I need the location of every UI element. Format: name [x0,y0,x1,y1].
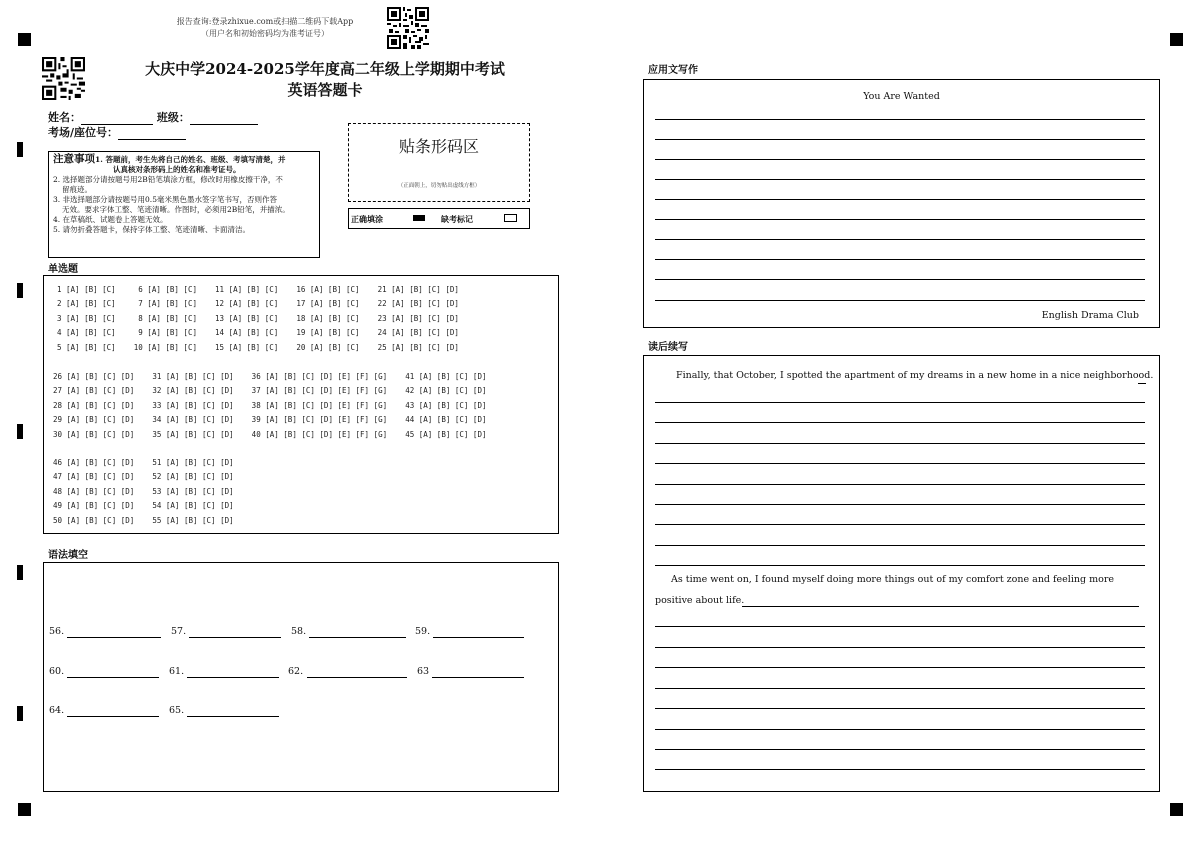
mc-row[interactable]: 29 [A] [B] [C] [D] 34 [A] [B] [C] [D] 39 [A] [B] [C] [D] [E] [F] [G] 44 [A] [B] [C] [D] [53,415,487,424]
mc-row[interactable]: 30 [A] [B] [C] [D] 35 [A] [B] [C] [D] 40 [A] [B] [C] [D] [E] [F] [G] 45 [A] [B] [C] [D] [53,430,487,439]
card-title: 英语答题卡 [287,81,363,99]
writing-line[interactable] [655,647,1145,648]
barcode-area[interactable] [348,123,530,202]
registration-mark [1170,33,1183,46]
notice-item-3b: 无效。要求字体工整、笔迹清晰。作图时，必须用2B铅笔，并描浓。 [62,205,290,214]
notice-item-3: 3. 非选择题部分请按题号用0.5毫米黑色墨水签字笔书写，否则作答 [53,195,277,204]
writing-line[interactable] [655,402,1145,403]
mc-row[interactable]: 1 [A] [B] [C] 6 [A] [B] [C] 11 [A] [B] [C] 16 [A] [B] [C] 21 [A] [B] [C] [D] [57,285,459,294]
writing-line[interactable] [655,159,1145,160]
mc-label: 单选题 [48,264,78,275]
writing-line[interactable] [655,463,1145,464]
mc-row[interactable]: 26 [A] [B] [C] [D] 31 [A] [B] [C] [D] 36 [A] [B] [C] [D] [E] [F] [G] 41 [A] [B] [C] [D] [53,372,487,381]
blank-line[interactable] [309,637,406,638]
writing-line[interactable] [655,504,1145,505]
blank-number: 63 [417,666,430,677]
mc-row[interactable]: 49 [A] [B] [C] [D] 54 [A] [B] [C] [D] [53,501,234,510]
mc-row[interactable]: 27 [A] [B] [C] [D] 32 [A] [B] [C] [D] 37 [A] [B] [C] [D] [E] [F] [G] 42 [A] [B] [C] [D] [53,386,487,395]
timing-mark [17,706,23,721]
mc-row[interactable]: 47 [A] [B] [C] [D] 52 [A] [B] [C] [D] [53,472,234,481]
mc-row[interactable]: 48 [A] [B] [C] [D] 53 [A] [B] [C] [D] [53,487,234,496]
name-field [48,109,258,125]
writing-line[interactable] [655,139,1145,140]
blank-number: 64. [49,705,65,716]
mc-box [43,275,559,534]
writing-line[interactable] [655,422,1145,423]
blank-line[interactable] [67,637,161,638]
writing-line[interactable] [1138,383,1146,384]
writing-line[interactable] [655,769,1145,770]
page-title [95,58,555,100]
writing-line[interactable] [655,239,1145,240]
blank-line[interactable] [189,637,281,638]
blank-number: 60. [49,666,65,677]
writing-line[interactable] [655,524,1145,525]
report-line-1: 报告查询:登录zhixue.com或扫描二维码下载App [176,17,354,26]
notice-heading: 注意事项 [53,153,95,165]
continuation-label: 读后续写 [648,342,688,353]
writing-line[interactable] [655,688,1145,689]
blank-number: 59. [415,626,431,637]
mc-row[interactable]: 3 [A] [B] [C] 8 [A] [B] [C] 13 [A] [B] [C] 18 [A] [B] [C] 23 [A] [B] [C] [D] [57,314,459,323]
timing-mark [17,565,23,580]
blank-line[interactable] [432,677,524,678]
absent-label[interactable]: 缺考标记 [441,215,473,224]
seat-input[interactable] [118,128,186,140]
blank-number: 57. [171,626,187,637]
mc-row[interactable]: 4 [A] [B] [C] 9 [A] [B] [C] 14 [A] [B] [C] 19 [A] [B] [C] 24 [A] [B] [C] [D] [57,328,459,337]
practical-label: 应用文写作 [648,65,698,76]
continuation-para-2a: As time went on, I found myself doing more things out of my comfort zone and feeling more [671,574,1114,585]
blank-line[interactable] [187,716,279,717]
practical-box [643,79,1160,328]
writing-line[interactable] [655,259,1145,260]
notice-item-2: 2. 选择题部分请按题号用2B铅笔填涂方框，修改时用橡皮擦干净，不 [53,175,283,184]
writing-line[interactable] [655,300,1145,301]
mc-row[interactable]: 46 [A] [B] [C] [D] 51 [A] [B] [C] [D] [53,458,234,467]
writing-line[interactable] [655,484,1145,485]
blank-number: 58. [291,626,307,637]
writing-line[interactable] [655,279,1145,280]
writing-line[interactable] [655,749,1145,750]
qr-code-icon[interactable] [42,57,85,100]
continuation-box [643,355,1160,792]
notice-box [48,151,320,258]
notice-item-4: 4. 在草稿纸、试题卷上答题无效。 [53,215,168,224]
name-label: 姓名： [48,111,81,124]
blank-line[interactable] [307,677,407,678]
class-label: 班级： [156,111,190,124]
grammar-box [43,562,559,792]
barcode-title: 贴条形码区 [398,137,479,156]
correct-fill-label: 正确填涂 [351,215,383,224]
writing-line[interactable] [655,708,1145,709]
mc-row[interactable]: 2 [A] [B] [C] 7 [A] [B] [C] 12 [A] [B] [C] 17 [A] [B] [C] 22 [A] [B] [C] [D] [57,299,459,308]
continuation-para-1: Finally, that October, I spotted the apartment of my dreams in a new home in a nice neighborhood. [676,370,1154,381]
qr-code-icon[interactable] [387,7,429,49]
filled-box-icon [413,215,425,221]
writing-line[interactable] [655,545,1145,546]
registration-mark [18,803,31,816]
registration-mark [1170,803,1183,816]
blank-number: 65. [169,705,185,716]
blank-line[interactable] [187,677,279,678]
blank-line[interactable] [433,637,524,638]
writing-line[interactable] [655,729,1145,730]
mc-row[interactable]: 28 [A] [B] [C] [D] 33 [A] [B] [C] [D] 38 [A] [B] [C] [D] [E] [F] [G] 43 [A] [B] [C] [D] [53,401,487,410]
writing-line[interactable] [655,219,1145,220]
notice-item-1b: 认真核对条形码上的姓名和准考证号。 [113,165,241,174]
notice-item-1-text: 1. 答题前，考生先将自己的姓名、班级、考填写清楚，并 [95,155,286,164]
notice-item-1 [53,154,315,165]
blank-line[interactable] [67,716,159,717]
timing-mark [17,424,23,439]
mc-row[interactable]: 50 [A] [B] [C] [D] 55 [A] [B] [C] [D] [53,516,234,525]
report-line-2: （用户名和初始密码均为准考证号） [201,29,329,38]
blank-number: 56. [49,626,65,637]
practical-heading: You Are Wanted [863,91,940,102]
writing-line[interactable] [655,119,1145,120]
seat-field [48,124,186,140]
timing-mark [17,142,23,157]
absent-box-icon[interactable] [504,214,517,222]
seat-label: 考场/座位号： [48,126,119,139]
blank-number: 62. [288,666,304,677]
writing-line[interactable] [742,606,1139,607]
blank-line[interactable] [67,677,159,678]
blank-number: 61. [169,666,185,677]
timing-mark [17,283,23,298]
notice-item-5: 5. 请勿折叠答题卡，保持字体工整、笔迹清晰、卡面清洁。 [53,225,251,234]
practical-signoff: English Drama Club [1041,310,1139,321]
exam-title: 大庆中学2024-2025学年度高二年级上学期期中考试 [145,60,505,78]
registration-mark [18,33,31,46]
writing-line[interactable] [655,667,1145,668]
barcode-note: （正面朝上，切勿贴出虚线方框） [397,183,481,189]
writing-line[interactable] [655,626,1145,627]
grammar-label: 语法填空 [48,550,88,561]
writing-line[interactable] [655,179,1145,180]
writing-line[interactable] [655,199,1145,200]
continuation-para-2b: positive about life. [655,595,745,606]
fill-legend [348,208,530,229]
class-input[interactable] [190,113,258,125]
writing-line[interactable] [655,565,1145,566]
notice-item-2b: 留痕迹。 [62,185,92,194]
report-info [150,16,380,40]
mc-row[interactable]: 5 [A] [B] [C] 10 [A] [B] [C] 15 [A] [B] [C] 20 [A] [B] [C] 25 [A] [B] [C] [D] [57,343,459,352]
writing-line[interactable] [655,443,1145,444]
